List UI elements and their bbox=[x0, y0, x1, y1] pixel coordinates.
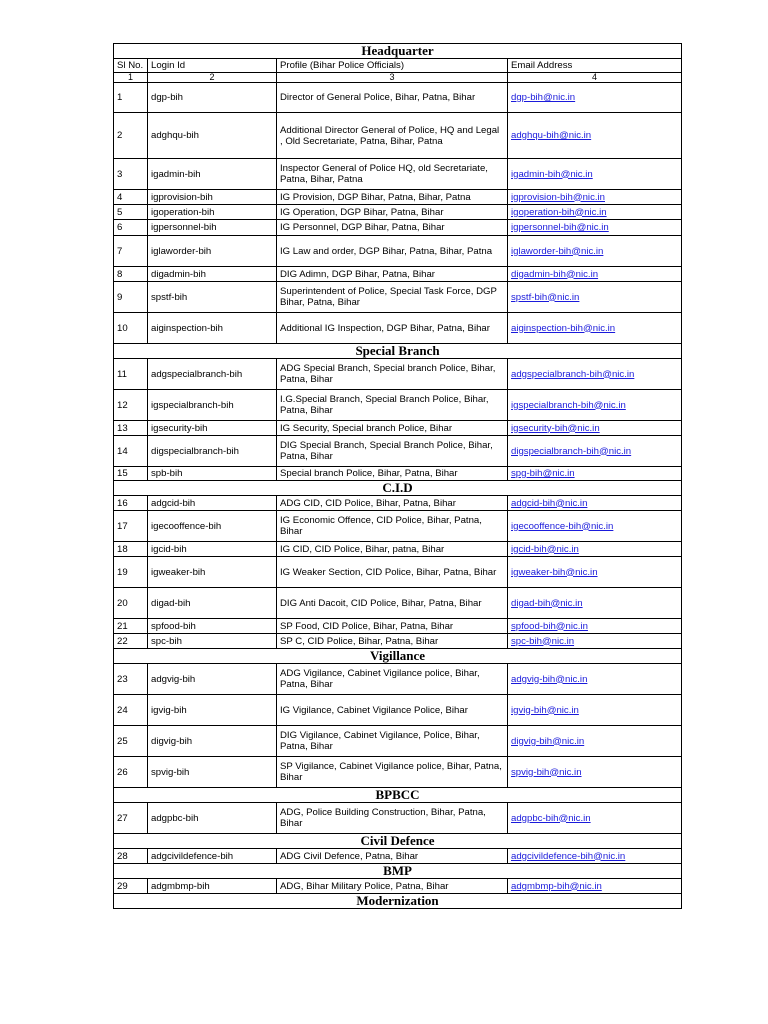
table-row bbox=[114, 313, 682, 344]
login-id: spvig-bih bbox=[148, 757, 277, 788]
serial-number: 7 bbox=[114, 236, 148, 267]
login-id: adgvig-bih bbox=[148, 664, 277, 695]
officer-profile: Additional Director General of Police, HQ and Legal , Old Secretariate, Patna, Bihar, Patna bbox=[277, 113, 508, 159]
login-id: adgcivildefence-bih bbox=[148, 849, 277, 864]
section-title: BPBCC bbox=[114, 788, 682, 803]
officer-profile: Special branch Police, Bihar, Patna, Bihar bbox=[277, 467, 508, 481]
email-link[interactable]: digvig-bih@nic.in bbox=[508, 726, 682, 757]
table-row bbox=[114, 695, 682, 726]
column-number: 1 bbox=[114, 73, 148, 83]
email-link[interactable]: igspecialbranch-bih@nic.in bbox=[508, 390, 682, 421]
officials-table bbox=[113, 43, 682, 909]
serial-number: 23 bbox=[114, 664, 148, 695]
officer-profile: ADG, Police Building Construction, Bihar, Patna, Bihar bbox=[277, 803, 508, 834]
officer-profile: IG Economic Offence, CID Police, Bihar, Patna, Bihar bbox=[277, 511, 508, 542]
officer-profile: IG CID, CID Police, Bihar, patna, Bihar bbox=[277, 542, 508, 557]
section-title: Civil Defence bbox=[114, 834, 682, 849]
serial-number: 18 bbox=[114, 542, 148, 557]
table-row bbox=[114, 190, 682, 205]
email-link[interactable]: adgcid-bih@nic.in bbox=[508, 496, 682, 511]
email-link[interactable]: adgmbmp-bih@nic.in bbox=[508, 879, 682, 894]
section-title: Headquarter bbox=[114, 44, 682, 59]
section-header-row bbox=[114, 894, 682, 909]
serial-number: 11 bbox=[114, 359, 148, 390]
table-row bbox=[114, 634, 682, 649]
officials-directory-sheet bbox=[113, 43, 681, 909]
section-title: Modernization bbox=[114, 894, 682, 909]
officer-profile: SP Vigilance, Cabinet Vigilance police, Bihar, Patna, Bihar bbox=[277, 757, 508, 788]
login-id: igvig-bih bbox=[148, 695, 277, 726]
serial-number: 28 bbox=[114, 849, 148, 864]
email-link[interactable]: spstf-bih@nic.in bbox=[508, 282, 682, 313]
email-link[interactable]: adgpbc-bih@nic.in bbox=[508, 803, 682, 834]
officer-profile: Additional IG Inspection, DGP Bihar, Patna, Bihar bbox=[277, 313, 508, 344]
section-title: C.I.D bbox=[114, 481, 682, 496]
serial-number: 5 bbox=[114, 205, 148, 220]
officer-profile: IG Security, Special branch Police, Bihar bbox=[277, 421, 508, 436]
column-header-row bbox=[114, 59, 682, 73]
login-id: aiginspection-bih bbox=[148, 313, 277, 344]
section-header-row bbox=[114, 481, 682, 496]
officer-profile: SP C, CID Police, Bihar, Patna, Bihar bbox=[277, 634, 508, 649]
officer-profile: DIG Adimn, DGP Bihar, Patna, Bihar bbox=[277, 267, 508, 282]
serial-number: 1 bbox=[114, 83, 148, 113]
table-row bbox=[114, 159, 682, 190]
section-header-row bbox=[114, 649, 682, 664]
email-link[interactable]: igoperation-bih@nic.in bbox=[508, 205, 682, 220]
officer-profile: DIG Anti Dacoit, CID Police, Bihar, Patna, Bihar bbox=[277, 588, 508, 619]
serial-number: 13 bbox=[114, 421, 148, 436]
email-link[interactable]: spfood-bih@nic.in bbox=[508, 619, 682, 634]
email-link[interactable]: igpersonnel-bih@nic.in bbox=[508, 220, 682, 236]
section-header-row bbox=[114, 44, 682, 59]
email-link[interactable]: adgvig-bih@nic.in bbox=[508, 664, 682, 695]
serial-number: 20 bbox=[114, 588, 148, 619]
officer-profile: ADG Civil Defence, Patna, Bihar bbox=[277, 849, 508, 864]
email-link[interactable]: igsecurity-bih@nic.in bbox=[508, 421, 682, 436]
serial-number: 2 bbox=[114, 113, 148, 159]
table-row bbox=[114, 205, 682, 220]
login-id: adghqu-bih bbox=[148, 113, 277, 159]
officer-profile: IG Law and order, DGP Bihar, Patna, Bihar, Patna bbox=[277, 236, 508, 267]
officer-profile: SP Food, CID Police, Bihar, Patna, Bihar bbox=[277, 619, 508, 634]
email-link[interactable]: spvig-bih@nic.in bbox=[508, 757, 682, 788]
column-number: 4 bbox=[508, 73, 682, 83]
column-number: 2 bbox=[148, 73, 277, 83]
table-row bbox=[114, 282, 682, 313]
email-link[interactable]: dgp-bih@nic.in bbox=[508, 83, 682, 113]
officer-profile: Superintendent of Police, Special Task Force, DGP Bihar, Patna, Bihar bbox=[277, 282, 508, 313]
email-link[interactable]: adghqu-bih@nic.in bbox=[508, 113, 682, 159]
section-title: Special Branch bbox=[114, 344, 682, 359]
login-id: spstf-bih bbox=[148, 282, 277, 313]
login-id: igweaker-bih bbox=[148, 557, 277, 588]
officer-profile: IG Provision, DGP Bihar, Patna, Bihar, Patna bbox=[277, 190, 508, 205]
login-id: adgmbmp-bih bbox=[148, 879, 277, 894]
officer-profile: I.G.Special Branch, Special Branch Police, Bihar, Patna, Bihar bbox=[277, 390, 508, 421]
login-id: igoperation-bih bbox=[148, 205, 277, 220]
serial-number: 15 bbox=[114, 467, 148, 481]
table-row bbox=[114, 421, 682, 436]
serial-number: 8 bbox=[114, 267, 148, 282]
column-number: 3 bbox=[277, 73, 508, 83]
login-id: igcid-bih bbox=[148, 542, 277, 557]
email-link[interactable]: igvig-bih@nic.in bbox=[508, 695, 682, 726]
login-id: digvig-bih bbox=[148, 726, 277, 757]
login-id: adgspecialbranch-bih bbox=[148, 359, 277, 390]
officer-profile: Inspector General of Police HQ, old Secretariate, Patna, Bihar, Patna bbox=[277, 159, 508, 190]
login-id: spb-bih bbox=[148, 467, 277, 481]
login-id: igecooffence-bih bbox=[148, 511, 277, 542]
column-header-profile: Profile (Bihar Police Officials) bbox=[277, 59, 508, 73]
email-link[interactable]: spc-bih@nic.in bbox=[508, 634, 682, 649]
login-id: adgcid-bih bbox=[148, 496, 277, 511]
login-id: digadmin-bih bbox=[148, 267, 277, 282]
officer-profile: Director of General Police, Bihar, Patna, Bihar bbox=[277, 83, 508, 113]
login-id: igadmin-bih bbox=[148, 159, 277, 190]
login-id: igsecurity-bih bbox=[148, 421, 277, 436]
serial-number: 3 bbox=[114, 159, 148, 190]
table-row bbox=[114, 267, 682, 282]
table-row bbox=[114, 467, 682, 481]
officer-profile: IG Weaker Section, CID Police, Bihar, Patna, Bihar bbox=[277, 557, 508, 588]
login-id: spfood-bih bbox=[148, 619, 277, 634]
table-row bbox=[114, 236, 682, 267]
email-link[interactable]: digad-bih@nic.in bbox=[508, 588, 682, 619]
officer-profile: ADG CID, CID Police, Bihar, Patna, Bihar bbox=[277, 496, 508, 511]
officer-profile: IG Operation, DGP Bihar, Patna, Bihar bbox=[277, 205, 508, 220]
email-link[interactable]: digspecialbranch-bih@nic.in bbox=[508, 436, 682, 467]
officer-profile: IG Vigilance, Cabinet Vigilance Police, Bihar bbox=[277, 695, 508, 726]
table-row bbox=[114, 726, 682, 757]
serial-number: 24 bbox=[114, 695, 148, 726]
officer-profile: DIG Vigilance, Cabinet Vigilance, Police, Bihar, Patna, Bihar bbox=[277, 726, 508, 757]
login-id: spc-bih bbox=[148, 634, 277, 649]
serial-number: 4 bbox=[114, 190, 148, 205]
table-row bbox=[114, 879, 682, 894]
email-link[interactable]: igcid-bih@nic.in bbox=[508, 542, 682, 557]
serial-number: 14 bbox=[114, 436, 148, 467]
email-link[interactable]: igadmin-bih@nic.in bbox=[508, 159, 682, 190]
officer-profile: DIG Special Branch, Special Branch Police, Bihar, Patna, Bihar bbox=[277, 436, 508, 467]
table-row bbox=[114, 557, 682, 588]
table-row bbox=[114, 496, 682, 511]
email-link[interactable]: igprovision-bih@nic.in bbox=[508, 190, 682, 205]
serial-number: 17 bbox=[114, 511, 148, 542]
serial-number: 26 bbox=[114, 757, 148, 788]
serial-number: 27 bbox=[114, 803, 148, 834]
login-id: dgp-bih bbox=[148, 83, 277, 113]
section-title: Vigillance bbox=[114, 649, 682, 664]
table-row bbox=[114, 619, 682, 634]
column-number-row bbox=[114, 73, 682, 83]
section-title: BMP bbox=[114, 864, 682, 879]
email-link[interactable]: igecooffence-bih@nic.in bbox=[508, 511, 682, 542]
officer-profile: ADG Special Branch, Special branch Police, Bihar, Patna, Bihar bbox=[277, 359, 508, 390]
table-row bbox=[114, 849, 682, 864]
section-header-row bbox=[114, 788, 682, 803]
table-row bbox=[114, 83, 682, 113]
login-id: digad-bih bbox=[148, 588, 277, 619]
login-id: igprovision-bih bbox=[148, 190, 277, 205]
table-row bbox=[114, 511, 682, 542]
login-id: digspecialbranch-bih bbox=[148, 436, 277, 467]
login-id: igpersonnel-bih bbox=[148, 220, 277, 236]
serial-number: 25 bbox=[114, 726, 148, 757]
serial-number: 12 bbox=[114, 390, 148, 421]
serial-number: 6 bbox=[114, 220, 148, 236]
serial-number: 16 bbox=[114, 496, 148, 511]
email-link[interactable]: spg-bih@nic.in bbox=[508, 467, 682, 481]
column-header-sl: Sl No. bbox=[114, 59, 148, 73]
email-link[interactable]: adgcivildefence-bih@nic.in bbox=[508, 849, 682, 864]
section-header-row bbox=[114, 834, 682, 849]
column-header-login: Login Id bbox=[148, 59, 277, 73]
serial-number: 22 bbox=[114, 634, 148, 649]
login-id: adgpbc-bih bbox=[148, 803, 277, 834]
email-link[interactable]: igweaker-bih@nic.in bbox=[508, 557, 682, 588]
section-header-row bbox=[114, 864, 682, 879]
serial-number: 29 bbox=[114, 879, 148, 894]
table-row bbox=[114, 220, 682, 236]
column-header-email: Email Address bbox=[508, 59, 682, 73]
serial-number: 21 bbox=[114, 619, 148, 634]
email-link[interactable]: iglaworder-bih@nic.in bbox=[508, 236, 682, 267]
serial-number: 9 bbox=[114, 282, 148, 313]
officer-profile: IG Personnel, DGP Bihar, Patna, Bihar bbox=[277, 220, 508, 236]
officials-table-body bbox=[114, 44, 682, 909]
serial-number: 10 bbox=[114, 313, 148, 344]
table-row bbox=[114, 113, 682, 159]
table-row bbox=[114, 436, 682, 467]
table-row bbox=[114, 359, 682, 390]
serial-number: 19 bbox=[114, 557, 148, 588]
table-row bbox=[114, 588, 682, 619]
officer-profile: ADG, Bihar Military Police, Patna, Bihar bbox=[277, 879, 508, 894]
officer-profile: ADG Vigilance, Cabinet Vigilance police, Bihar, Patna, Bihar bbox=[277, 664, 508, 695]
login-id: iglaworder-bih bbox=[148, 236, 277, 267]
email-link[interactable]: aiginspection-bih@nic.in bbox=[508, 313, 682, 344]
table-row bbox=[114, 542, 682, 557]
email-link[interactable]: adgspecialbranch-bih@nic.in bbox=[508, 359, 682, 390]
login-id: igspecialbranch-bih bbox=[148, 390, 277, 421]
table-row bbox=[114, 803, 682, 834]
table-row bbox=[114, 664, 682, 695]
table-row bbox=[114, 757, 682, 788]
email-link[interactable]: digadmin-bih@nic.in bbox=[508, 267, 682, 282]
section-header-row bbox=[114, 344, 682, 359]
table-row bbox=[114, 390, 682, 421]
